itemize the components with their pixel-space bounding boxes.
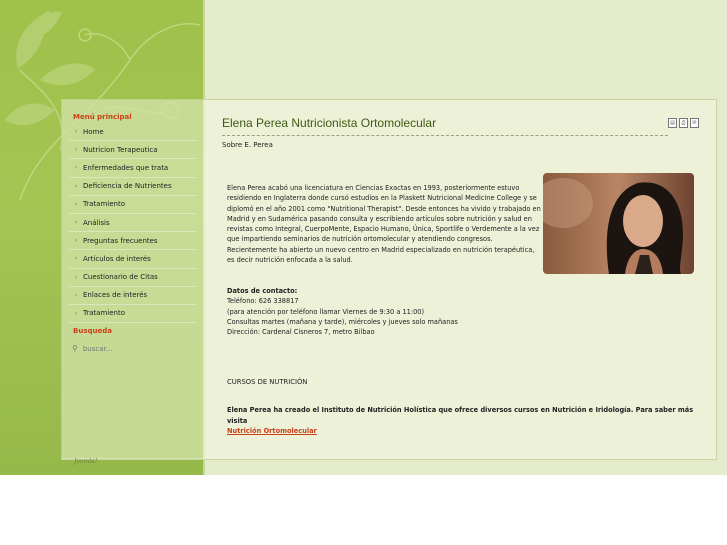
bullet-icon: › [75, 255, 78, 263]
contact-phone-hours: (para atención por teléfono llamar Viernes de 9:30 a 11:00) [227, 307, 425, 316]
menu-item-nutricion-terapeutica[interactable]: › Nutricion Terapeutica [69, 141, 197, 159]
contact-address: Dirección: Cardenal Cisneros 7, metro Bilbao [227, 328, 375, 337]
contact-phone: Teléfono: 626 338817 [227, 297, 299, 306]
menu-item-home[interactable]: › Home [69, 123, 197, 141]
bio-paragraph: Elena Perea acabó una licenciatura en Ciencias Exactas en 1993, posteriormente estuvo residiendo en Inglaterra donde cursó estudios en la Plaskett Nutricional Medicine College y se diplomó en el año 2001 como "Nutritional Therapist". Desde entonces ha vivido y trabajado en Madrid y en Sudamérica pasando consulta y escribiendo artículos sobre nutrición y salud en revistas como Integral, CuerpoMente, Espacio Humano, Única, Sportlife o Verdemente a la vez que impartiendo seminarios de nutrición ortomolecular y atendiendo congresos. Recientemente ha abierto un nuevo centro en Madrid especializado en nutrición terapéutica, es decir nutrición enfocada a la salud. [227, 184, 541, 265]
bullet-icon: › [75, 237, 78, 245]
contact-schedule: Consultas martes (mañana y tarde), miércoles y jueves solo mañanas [227, 317, 458, 326]
menu-item-enfermedades[interactable]: › Enfermedades que trata [69, 159, 197, 177]
bullet-icon: › [75, 200, 78, 208]
bullet-icon: › [75, 273, 78, 281]
menu-item-tratamiento-2[interactable]: › Tratamiento [69, 305, 197, 323]
bullet-icon: › [75, 182, 78, 190]
bullet-icon: › [75, 309, 78, 317]
contact-block [227, 286, 458, 337]
print-icon[interactable]: ⎙ [679, 118, 688, 128]
instituto-text: Elena Perea ha creado el Instituto de Nutrición Holística que ofrece diversos cursos en Nutrición e Iridología. Para saber más visita [227, 406, 694, 425]
portrait-photo [543, 173, 694, 274]
nutricion-ortomolecular-link[interactable]: Nutrición Ortomolecular [227, 427, 317, 435]
pdf-icon[interactable]: ▤ [668, 118, 677, 128]
menu-item-cuestionario[interactable]: › Cuestionario de Citas [69, 269, 197, 287]
email-icon[interactable]: ✉ [690, 118, 699, 128]
bullet-icon: › [75, 219, 78, 227]
search-input[interactable] [83, 345, 173, 353]
search-icon: ⚲ [72, 344, 78, 353]
main-menu [69, 123, 197, 323]
menu-item-analisis[interactable]: › Análisis [69, 214, 197, 232]
article-subtitle: Sobre E. Perea [222, 141, 273, 149]
bullet-icon: › [75, 128, 78, 136]
page-title: Elena Perea Nutricionista Ortomolecular [222, 116, 437, 130]
title-divider [222, 135, 668, 136]
search-title: Busqueda [73, 327, 112, 335]
contact-heading: Datos de contacto: [227, 287, 298, 295]
bullet-icon: › [75, 146, 78, 154]
menu-item-articulos[interactable]: › Artículos de interés [69, 250, 197, 268]
article-tools [668, 118, 699, 128]
search-box [72, 344, 173, 353]
menu-item-preguntas[interactable]: › Preguntas frecuentes [69, 232, 197, 250]
bullet-icon: › [75, 164, 78, 172]
menu-item-enlaces[interactable]: › Enlaces de interés [69, 287, 197, 305]
bullet-icon: › [75, 291, 78, 299]
menu-item-tratamiento[interactable]: › Tratamiento [69, 196, 197, 214]
main-menu-title: Menú principal [73, 113, 132, 121]
menu-item-deficiencia[interactable]: › Deficiencia de Nutrientes [69, 178, 197, 196]
cursos-heading: CURSOS DE NUTRICIÓN [227, 378, 308, 386]
instituto-paragraph [227, 405, 697, 437]
joomla-logo[interactable]: Joomla! [74, 458, 98, 465]
